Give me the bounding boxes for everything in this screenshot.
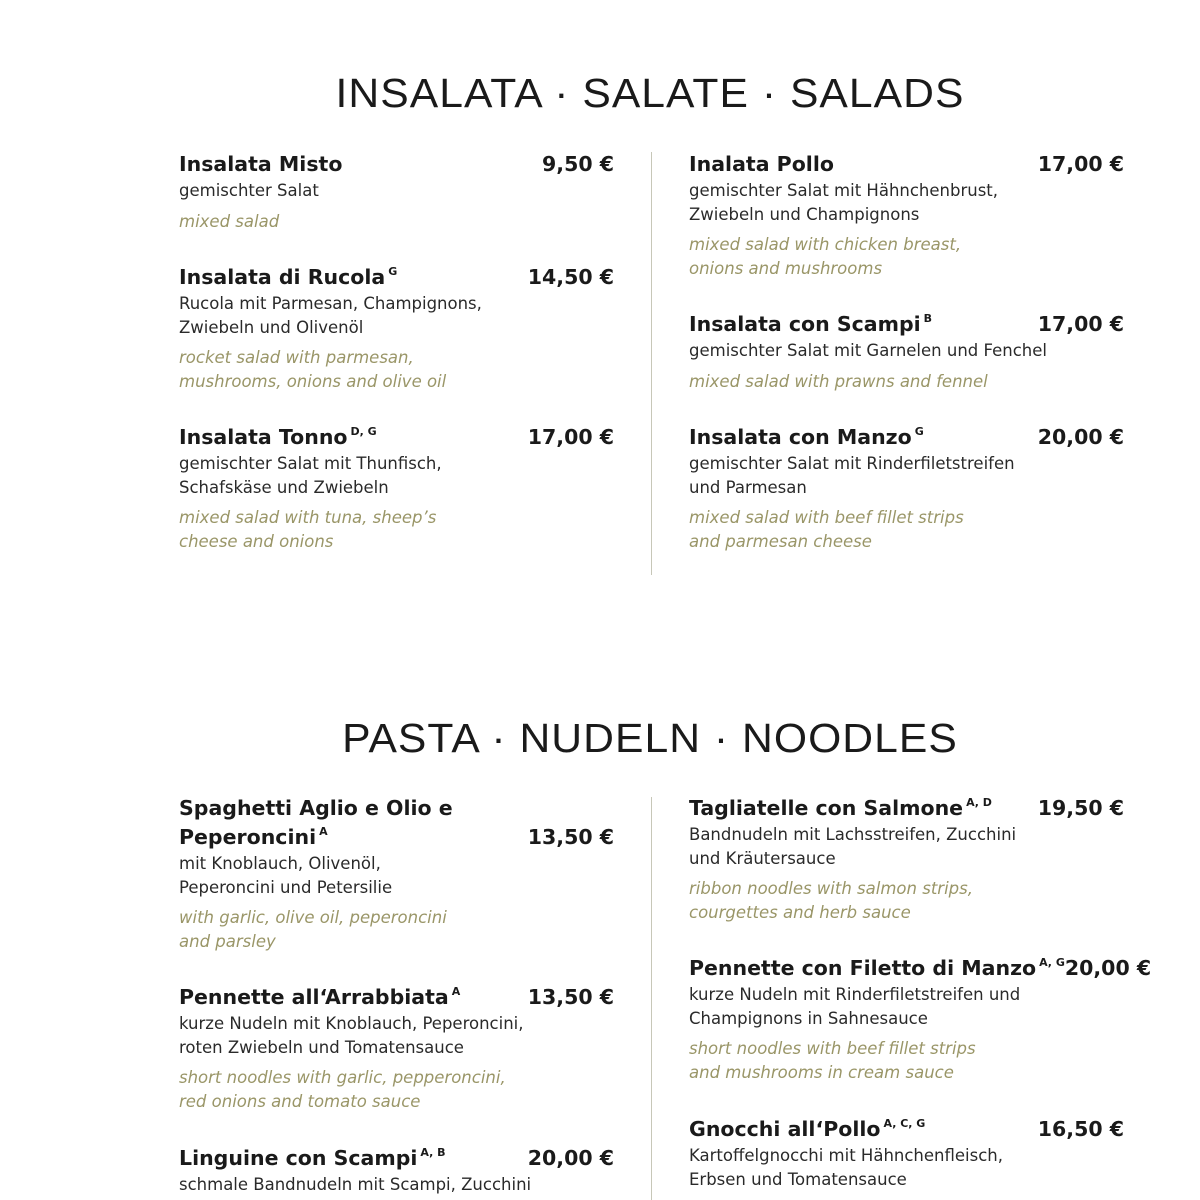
menu-item xyxy=(689,794,1124,924)
item-description-en: mixed salad with beef fillet strips and parmesan cheese xyxy=(689,508,964,551)
salads-right-column xyxy=(689,150,1124,280)
item-name: Pennette con Filetto di Manzo $^{A, G}$ xyxy=(689,956,1065,980)
allergen-codes: A, D xyxy=(966,796,992,809)
menu-item xyxy=(179,794,614,953)
pasta-column-divider xyxy=(651,797,652,1200)
item-price: 19,50 € xyxy=(1037,796,1124,820)
allergen-codes: A, B xyxy=(420,1146,446,1159)
salads-section-title: INSALATA · SALATE · SALADS xyxy=(335,70,965,116)
item-description-en: mixed salad with tuna, sheep’s cheese and onions xyxy=(179,508,437,551)
allergen-codes: A, G xyxy=(1039,956,1065,969)
item-description-en: short noodles with garlic, pepperoncini, red onions and tomato sauce xyxy=(179,1068,506,1111)
item-price: 13,50 € xyxy=(527,825,614,849)
salads-left-column-3 xyxy=(179,423,614,553)
item-name: Insalata Misto xyxy=(179,152,343,176)
allergen-codes: G xyxy=(388,265,398,278)
pasta-left-column-3 xyxy=(179,1144,614,1197)
item-price: 17,00 € xyxy=(1037,152,1124,176)
item-description-en: ribbon noodles with salmon strips, courgettes and herb sauce xyxy=(689,879,973,922)
allergen-codes: A xyxy=(451,985,461,998)
item-description-de: Bandnudeln mit Lachsstreifen, Zucchini und Kräutersauce xyxy=(689,825,1017,868)
item-description-de: kurze Nudeln mit Knoblauch, Peperoncini, roten Zwiebeln und Tomatensauce xyxy=(179,1014,524,1057)
item-price: 20,00 € xyxy=(527,1146,614,1170)
item-name: Insalata con Manzo $^G$ xyxy=(689,425,924,449)
item-price: 9,50 € xyxy=(542,152,614,176)
pasta-right-column xyxy=(689,794,1124,924)
item-description-en: short noodles with beef fillet strips and mushrooms in cream sauce xyxy=(689,1039,976,1082)
item-name: Inalata Pollo xyxy=(689,152,834,176)
item-price: 17,00 € xyxy=(527,425,614,449)
salads-left-column-2 xyxy=(179,263,614,393)
item-description-de: Kartoffelgnocchi mit Hähnchenfleisch, Erbsen und Tomatensauce xyxy=(689,1146,1003,1189)
item-name: Insalata di Rucola $^G$ xyxy=(179,265,398,289)
allergen-codes: B xyxy=(923,312,933,325)
item-name: Insalata con Scampi $^B$ xyxy=(689,312,933,336)
item-name: Tagliatelle con Salmone $^{A, D}$ xyxy=(689,796,992,820)
pasta-left-column xyxy=(179,794,614,953)
item-description-de: gemischter Salat mit Garnelen und Fenchel xyxy=(689,341,1047,360)
item-name: Linguine con Scampi $^{A, B}$ xyxy=(179,1146,446,1170)
salads-left-column xyxy=(179,150,614,233)
item-description-de: gemischter Salat mit Thunfisch, Schafskäse und Zwiebeln xyxy=(179,454,442,497)
item-description-en: mixed salad xyxy=(179,211,280,231)
item-description-en: mixed salad with prawns and fennel xyxy=(689,371,988,391)
allergen-codes: A xyxy=(319,825,328,838)
menu-item xyxy=(179,983,614,1113)
item-description-de: mit Knoblauch, Olivenöl, Peperoncini und Petersilie xyxy=(179,854,393,897)
item-description-en: mixed salad with chicken breast, onions and mushrooms xyxy=(689,235,962,278)
pasta-left-column-2 xyxy=(179,983,614,1113)
allergen-codes: A, C, G xyxy=(883,1117,926,1130)
menu-item xyxy=(179,1144,614,1197)
pasta-section-title: PASTA · NUDELN · NOODLES xyxy=(342,715,958,761)
menu-item xyxy=(689,954,1152,1084)
item-name: Pennette all‘Arrabbiata $^A$ xyxy=(179,985,461,1009)
item-description-de: Rucola mit Parmesan, Champignons, Zwiebeln und Olivenöl xyxy=(179,294,482,337)
menu-item xyxy=(689,1115,1124,1191)
item-price: 16,50 € xyxy=(1037,1117,1124,1141)
item-name: Insalata Tonno $^{D, G}$ xyxy=(179,425,377,449)
item-name: Spaghetti Aglio e Olio e Peperoncini $^A$ xyxy=(179,796,453,849)
item-name: Gnocchi all‘Pollo $^{A, C, G}$ xyxy=(689,1117,926,1141)
pasta-right-column-3 xyxy=(689,1115,1124,1191)
salads-right-column-3 xyxy=(689,423,1124,553)
menu-item xyxy=(689,150,1124,280)
menu-item xyxy=(179,150,614,233)
item-price: 13,50 € xyxy=(527,985,614,1009)
pasta-right-column-2 xyxy=(689,954,1152,1084)
menu-item xyxy=(689,423,1124,553)
salads-column-divider xyxy=(651,152,652,575)
item-description-de: gemischter Salat mit Rinderfiletstreifen und Parmesan xyxy=(689,454,1015,497)
item-price: 17,00 € xyxy=(1037,312,1124,336)
item-price: 20,00 € xyxy=(1064,956,1152,980)
item-description-en: rocket salad with parmesan, mushrooms, onions and olive oil xyxy=(179,348,447,391)
item-price: 14,50 € xyxy=(527,265,614,289)
item-description-de: gemischter Salat mit Hähnchenbrust, Zwiebeln und Champignons xyxy=(689,181,999,224)
menu-item xyxy=(689,310,1124,393)
menu-item xyxy=(179,263,614,393)
item-description-en: with garlic, olive oil, peperoncini and parsley xyxy=(179,908,447,951)
salads-right-column-2 xyxy=(689,310,1124,393)
item-price: 20,00 € xyxy=(1037,425,1124,449)
item-description-de: kurze Nudeln mit Rinderfiletstreifen und Champignons in Sahnesauce xyxy=(689,985,1021,1028)
item-description-de: schmale Bandnudeln mit Scampi, Zucchini xyxy=(179,1175,532,1194)
menu-item xyxy=(179,423,614,553)
allergen-codes: D, G xyxy=(350,425,377,438)
allergen-codes: G xyxy=(914,425,924,438)
item-description-de: gemischter Salat xyxy=(179,181,319,200)
